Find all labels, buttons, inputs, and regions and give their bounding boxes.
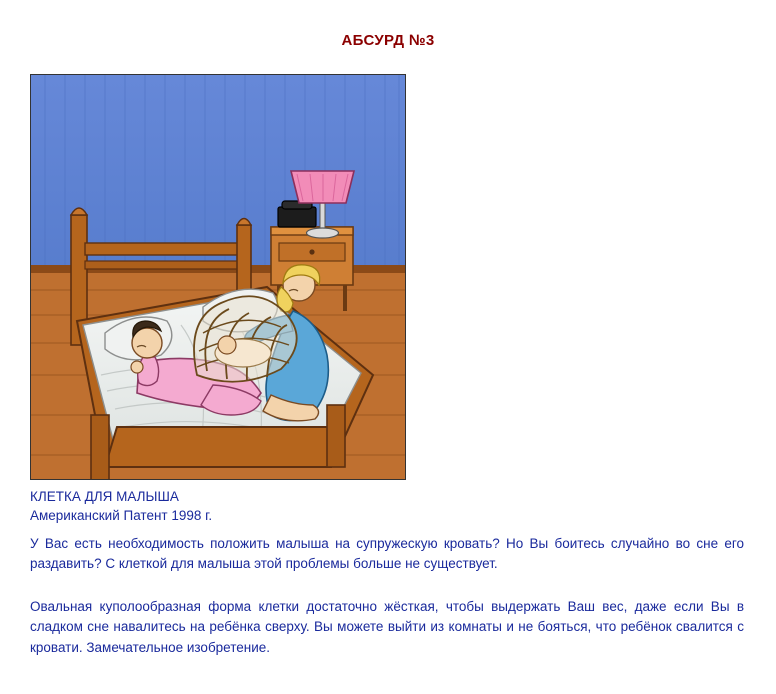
caption-subtitle: Американский Патент 1998 г.: [30, 508, 213, 524]
page-title: АБСУРД №3: [341, 32, 435, 49]
body-paragraph-1: У Вас есть необходимость положить малыша на супружескую кровать? Но Вы боитесь случайно во сне его раздавить? С клеткой для малыша этой проблемы больше не существует.: [30, 536, 744, 572]
caption-title: КЛЕТКА ДЛЯ МАЛЫША: [30, 489, 179, 504]
bedroom-illustration: [30, 74, 406, 480]
body-paragraph-2: Овальная куполообразная форма клетки достаточно жёсткая, чтобы выдержать Ваш вес, даже если Вы в сладком сне навалитесь на ребёнка сверху. Вы можете выйти из комнаты и не бояться, что ребёнок свалится с кровати. Замечательное изобретение.: [30, 599, 744, 655]
illustration-caption: [30, 488, 670, 525]
